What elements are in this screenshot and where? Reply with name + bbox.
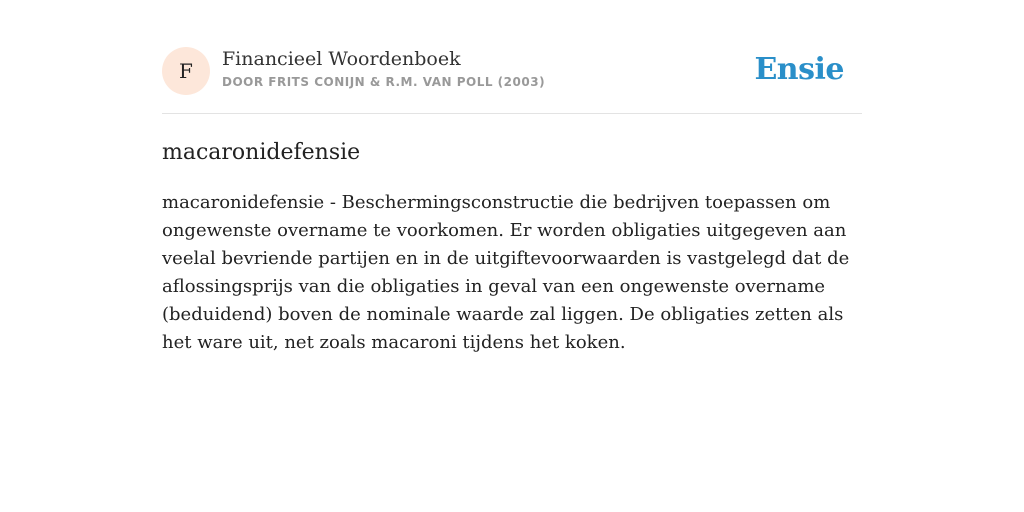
- avatar: F: [162, 47, 210, 95]
- source-author: DOOR FRITS CONIJN & R.M. VAN POLL (2003): [222, 75, 546, 89]
- header: [162, 47, 862, 114]
- entry-term: macaronidefensie: [162, 140, 361, 165]
- page: [162, 0, 862, 357]
- brand-logo[interactable]: Ensie: [754, 52, 844, 87]
- source-title[interactable]: Financieel Woordenboek: [222, 48, 461, 70]
- entry-definition: macaronidefensie - Beschermingsconstructie die bedrijven toepassen om ongewenste overname te voorkomen. Er worden obligaties uitgegeven aan veelal bevriende partijen en in de uitgiftevoorwaarden is vastgelegd dat de aflossingsprijs van die obligaties in geval van een ongewenste overname (beduidend) boven de nominale waarde zal liggen. De obligaties zetten als het ware uit, net zoals macaroni tijdens het koken.: [162, 192, 850, 353]
